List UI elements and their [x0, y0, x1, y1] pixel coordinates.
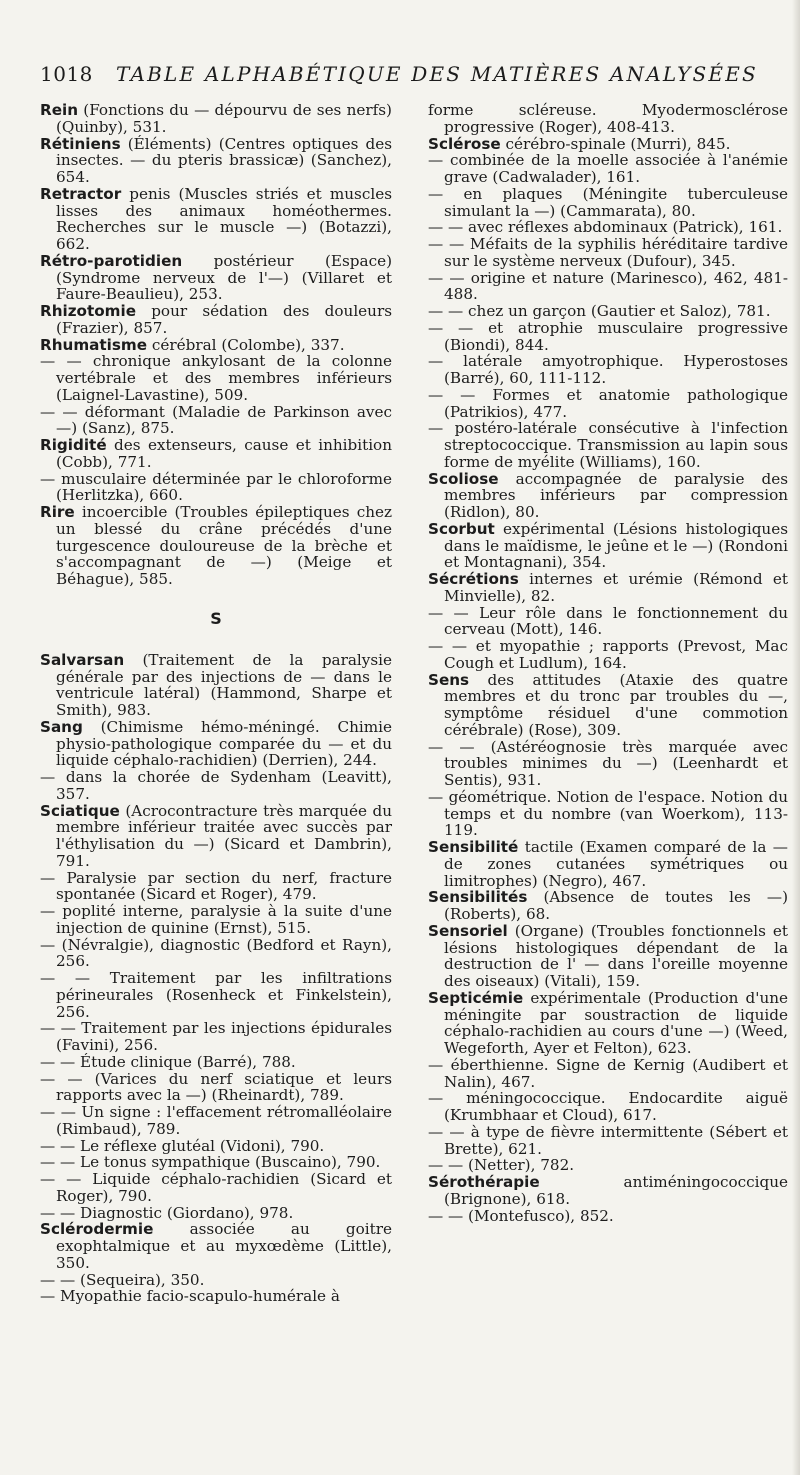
index-entry: — — Le tonus sympathique (Buscaino), 790. [40, 1153, 381, 1172]
index-entry: Rein (Fonctions du — dépourvu de ses nerfs) (Quinby), 531. [40, 101, 392, 136]
right-column [428, 102, 788, 1224]
index-entry: — — déformant (Maladie de Parkinson avec —) (Sanz), 875. [40, 402, 392, 438]
page-edge-shadow [792, 0, 800, 1475]
left-column [40, 102, 392, 1305]
index-entry: — combinée de la moelle associée à l'anémie grave (Cadwalader), 161. [428, 151, 788, 186]
index-entry: — — (Varices du nerf sciatique et leurs rapports avec la —) (Rheinardt), 789. [40, 1069, 392, 1105]
index-entry: — latérale amyotrophique. Hyperostoses (Barré), 60, 111-112. [428, 352, 788, 387]
index-entry: — (Névralgie), diagnostic (Bedford et Rayn), 256. [40, 935, 392, 971]
index-entry: — — et atrophie musculaire progressive (Biondi), 844. [428, 318, 788, 354]
index-entry: — — Méfaits de la syphilis héréditaire tardive sur le système nerveux (Dufour), 345. [428, 235, 788, 270]
index-entry: — — (Sequeira), 350. [40, 1270, 205, 1289]
index-entry: — — Étude clinique (Barré), 788. [40, 1052, 296, 1071]
index-entry: — — Leur rôle dans le fonctionnement du cerveau (Mott), 146. [428, 603, 788, 639]
index-entry: — géométrique. Notion de l'espace. Notion du temps et du nombre (van Woerkom), 113-119. [428, 787, 788, 840]
index-entry: — — à type de fièvre intermittente (Sébert et Brette), 621. [428, 1122, 788, 1158]
index-entry: Sensibilités (Absence de toutes les —) (Roberts), 68. [428, 888, 788, 923]
index-entry: Sécrétions internes et urémie (Rémond et Minvielle), 82. [428, 570, 788, 605]
index-entry: — — Liquide céphalo-rachidien (Sicard et Roger), 790. [40, 1170, 392, 1205]
page-number: 1018 [40, 62, 93, 86]
index-entry: Retractor penis (Muscles striés et muscles lisses des animaux homéothermes. Recherches sur le muscle —) (Botazzi), 662. [40, 184, 392, 253]
index-entry: — — chronique ankylosant de la colonne vertébrale et des membres inférieurs (Laignel-Lavastine), 509. [40, 352, 392, 404]
index-entry: — — (Montefusco), 852. [428, 1206, 614, 1225]
index-entry: Rigidité des extenseurs, cause et inhibition (Cobb), 771. [40, 436, 392, 471]
index-entry: — en plaques (Méningite tuberculeuse simulant la —) (Cammarata), 80. [428, 184, 788, 220]
index-entry: — postéro-latérale consécutive à l'infection streptococcique. Transmission au lapin sous forme de myélite (Williams), 160. [428, 419, 788, 471]
index-entry: — — et myopathie ; rapports (Prevost, Mac Cough et Ludlum), 164. [428, 637, 788, 672]
index-entry: — éberthienne. Signe de Kernig (Audibert et Nalin), 467. [428, 1055, 788, 1091]
index-entry: Sérothérapie antiméningococcique (Brignone), 618. [428, 1173, 788, 1208]
index-entry: — méningococcique. Endocardite aiguë (Krumbhaar et Cloud), 617. [428, 1089, 788, 1124]
index-entry: Rhizotomie pour sédation des douleurs (Frazier), 857. [40, 302, 392, 337]
index-entry: Rétro-parotidien postérieur (Espace) (Syndrome nerveux de l'—) (Villaret et Faure-Beaulieu), 253. [40, 251, 392, 304]
index-entry: Sang (Chimisme hémo-méningé. Chimie physio-pathologique comparée du — et du liquide céphalo-rachidien) (Derrien), 244. [40, 717, 392, 770]
index-entry: — — Diagnostic (Giordano), 978. [40, 1203, 294, 1222]
index-entry: — poplité interne, paralysie à la suite d'une injection de quinine (Ernst), 515. [40, 902, 392, 937]
index-entry: Rire incoercible (Troubles épileptiques chez un blessé du crâne précédés d'une turgescence douloureuse de la brèche et s'accompagnant de —) (Meige et Béhague), 585. [40, 503, 392, 588]
index-entry: Sensoriel (Organe) (Troubles fonctionnels et lésions histologiques dépendant de la destruction de l' — dans l'oreille moyenne des oiseaux) (Vitali), 159. [428, 921, 788, 990]
index-entry: — — Traitement par les infiltrations périneurales (Rosenheck et Finkelstein), 256. [40, 969, 392, 1021]
index-entry: — — Traitement par les injections épidurales (Favini), 256. [40, 1019, 392, 1054]
index-entry: Septicémie expérimentale (Production d'une méningite par soustraction de liquide céphalo-rachidien au cours d'une —) (Weed, Wegeforth, Ayer et Felton), 623. [428, 988, 788, 1057]
index-entry: — musculaire déterminée par le chloroforme (Herlitzka), 660. [40, 469, 392, 505]
index-entry: — Myopathie facio-scapulo-humérale à [40, 1287, 340, 1306]
index-entry: forme scléreuse. Myodermosclérose progressive (Roger), 408-413. [428, 101, 788, 136]
index-entry: Rhumatisme cérébral (Colombe), 337. [40, 335, 345, 354]
index-entry: Sens des attitudes (Ataxie des quatre membres et du tronc par troubles du —, symptôme résiduel d'une commotion cérébrale) (Rose), 309. [428, 670, 788, 739]
section-letter: S [210, 608, 222, 628]
index-entry: — — Formes et anatomie pathologique (Patrikios), 477. [428, 385, 788, 421]
index-entry: Salvarsan (Traitement de la paralysie générale par des injections de — dans le ventricule latéral) (Hammond, Sharpe et Smith), 983. [40, 650, 392, 719]
index-entry: Scoliose accompagnée de paralysie des membres inférieurs par compression (Ridlon), 80. [428, 469, 788, 521]
index-entry: — — Le réflexe glutéal (Vidoni), 790. [40, 1136, 325, 1155]
index-entry: — — chez un garçon (Gautier et Saloz), 781. [428, 302, 771, 320]
index-entry: Sensibilité tactile (Examen comparé de la — de zones cutanées symétriques ou limitrophes) (Negro), 467. [428, 838, 788, 890]
running-title: TABLE ALPHABÉTIQUE DES MATIÈRES ANALYSÉES [116, 62, 758, 86]
index-entry: — dans la chorée de Sydenham (Leavitt), 357. [40, 768, 392, 803]
index-entry: Scorbut expérimental (Lésions histologiques dans le maïdisme, le jeûne et le —) (Rondoni et Montagnani), 354. [428, 519, 788, 572]
index-entry: — — (Astéréognosie très marquée avec troubles minimes du —) (Leenhardt et Sentis), 931. [428, 737, 788, 789]
index-entry: Sciatique (Acrocontracture très marquée du membre inférieur traitée avec succès par l'éthylisation du —) (Sicard et Dambrin), 791. [40, 801, 392, 870]
page-header [40, 58, 770, 90]
index-entry: Sclérodermie associée au goitre exophtalmique et au myxœdème (Little), 350. [40, 1220, 392, 1272]
index-entry: Rétiniens (Éléments) (Centres optiques des insectes. — du pteris brassicæ) (Sanchez), 654. [40, 134, 392, 186]
index-entry: Sclérose cérébro-spinale (Murri), 845. [428, 134, 731, 153]
index-entry: — — (Netter), 782. [428, 1156, 575, 1175]
index-entry: — Paralysie par section du nerf, fracture spontanée (Sicard et Roger), 479. [40, 868, 392, 904]
index-entry: — — origine et nature (Marinesco), 462, 481-488. [428, 268, 788, 304]
index-entry: — — avec réflexes abdominaux (Patrick), 161. [428, 218, 783, 237]
index-entry: — — Un signe : l'effacement rétromalléolaire (Rimbaud), 789. [40, 1103, 392, 1138]
